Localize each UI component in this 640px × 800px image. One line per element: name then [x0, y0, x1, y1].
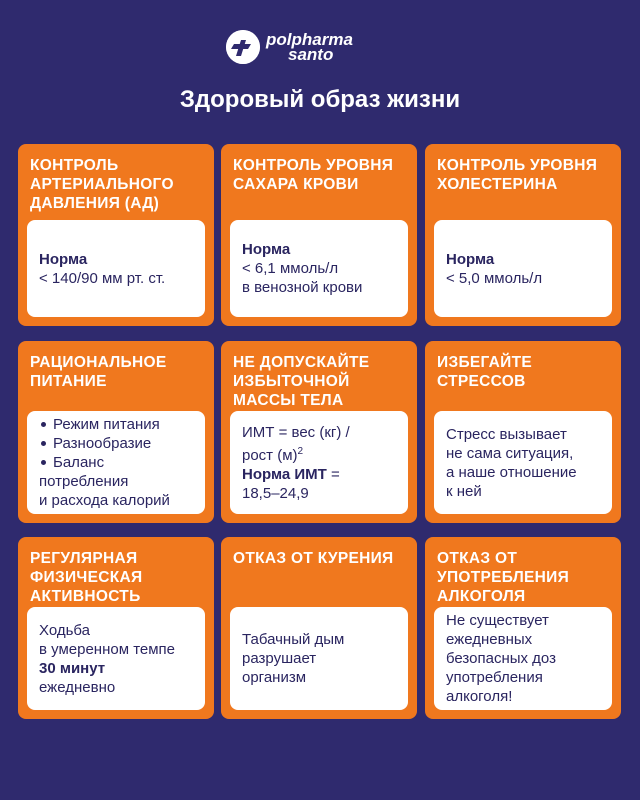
norm-value: < 140/90 мм рт. ст.	[39, 269, 166, 287]
norm-value: < 5,0 ммоль/л	[446, 269, 543, 287]
norm-label: Норма ИМТ	[242, 465, 327, 483]
text-line: в умеренном темпе	[39, 640, 176, 658]
norm-value: 18,5–24,9	[242, 484, 309, 502]
card-content	[230, 220, 408, 317]
text-line: к ней	[446, 482, 482, 500]
superscript: 2	[297, 445, 304, 457]
card-no-alcohol	[425, 537, 621, 719]
card-content	[27, 220, 205, 317]
card-title: КОНТРОЛЬ УРОВНЯ САХАРА КРОВИ	[233, 157, 394, 193]
equals: =	[326, 465, 340, 483]
brand-name-line2: santo	[288, 45, 334, 64]
card-nutrition	[18, 341, 214, 523]
card-content	[434, 411, 612, 514]
card-title: НЕ ДОПУСКАЙТЕ ИЗБЫТОЧНОЙ МАССЫ ТЕЛА	[233, 354, 370, 409]
list-item-continuation: потребления	[39, 473, 129, 490]
page-title: Здоровый образ жизни	[179, 86, 461, 113]
brand-name-line1: polpharma	[266, 30, 353, 49]
duration-highlight: 30 минут	[39, 659, 106, 677]
card-cholesterol	[425, 144, 621, 326]
card-blood-pressure	[18, 144, 214, 326]
card-title: РЕГУЛЯРНАЯ ФИЗИЧЕСКАЯ АКТИВНОСТЬ	[30, 550, 143, 605]
text-line: разрушает	[242, 650, 317, 667]
text-line: а наше отношение	[446, 463, 577, 481]
card-content	[230, 411, 408, 514]
card-title: РАЦИОНАЛЬНОЕ ПИТАНИЕ	[30, 354, 167, 390]
card-title: ОТКАЗ ОТ УПОТРЕБЛЕНИЯ АЛКОГОЛЯ	[437, 550, 570, 605]
card-no-smoking	[221, 537, 417, 719]
card-title: ОТКАЗ ОТ КУРЕНИЯ	[233, 550, 394, 567]
card-blood-sugar	[221, 144, 417, 326]
text-line: Табачный дым	[242, 631, 345, 648]
norm-label: Норма	[39, 250, 88, 268]
norm-label: Норма	[242, 241, 291, 258]
bmi-formula-line1: ИМТ = вес (кг) /	[242, 423, 350, 441]
card-physical-activity	[18, 537, 214, 719]
text-line: организм	[242, 669, 307, 686]
card-content	[434, 220, 612, 317]
brand-mark-icon	[226, 30, 260, 64]
text-line: Стресс вызывает	[446, 425, 567, 443]
text-line: употребления	[446, 669, 543, 686]
norm-label: Норма	[446, 250, 495, 268]
text-line: Не существует	[446, 612, 549, 629]
card-content	[434, 607, 612, 710]
text-line: ежедневных	[446, 631, 533, 648]
card-title: КОНТРОЛЬ УРОВНЯ ХОЛЕСТЕРИНА	[437, 157, 598, 193]
card-content	[27, 411, 205, 514]
card-stress	[425, 341, 621, 523]
text-line: не сама ситуация,	[446, 444, 574, 462]
card-title: КОНТРОЛЬ АРТЕРИАЛЬНОГО ДАВЛЕНИЯ (АД)	[30, 157, 174, 212]
text-line: Ходьба	[39, 621, 91, 639]
card-body-weight	[221, 341, 417, 523]
list-item: Режим питания	[39, 415, 195, 434]
card-content	[27, 607, 205, 710]
text-line: алкоголя!	[446, 688, 513, 705]
list-item: Разнообразие	[39, 434, 195, 453]
norm-value: < 6,1 ммоль/л	[242, 260, 339, 277]
list-item: Баланс	[39, 453, 195, 472]
norm-note: в венозной крови	[242, 279, 363, 296]
text-line: безопасных доз	[446, 650, 556, 667]
bmi-formula-line2: рост (м)	[242, 446, 298, 464]
card-content	[230, 607, 408, 710]
text-line: ежедневно	[39, 678, 116, 696]
list-item-continuation: и расхода калорий	[39, 492, 170, 509]
brand-logo	[226, 30, 353, 64]
card-title: ИЗБЕГАЙТЕ СТРЕССОВ	[437, 354, 532, 390]
